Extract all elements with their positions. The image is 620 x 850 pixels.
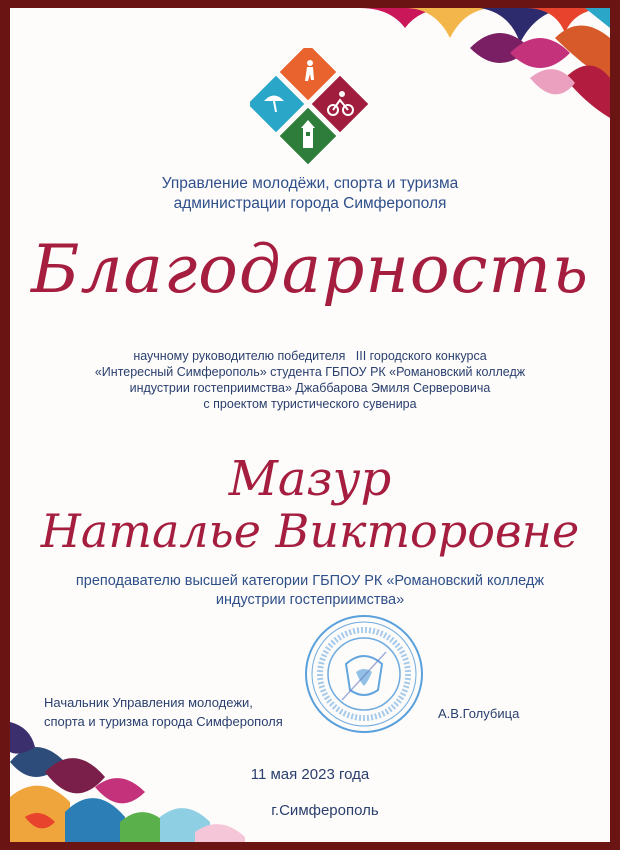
issuing-organization (10, 174, 610, 214)
position-line-2: индустрии гостеприимства» (215, 592, 405, 608)
signatory-title-line-2: спорта и туризма города Симферополя (44, 714, 283, 729)
signatory-title (44, 693, 283, 731)
tourism-logo (250, 48, 370, 166)
organization-line-1: Управление молодёжи, спорта и туризма (161, 175, 459, 192)
award-line-4: с проектом туристического сувенира (203, 397, 417, 411)
ornament-shapes (360, 8, 610, 118)
award-line-2: «Интересный Симферополь» студента ГБПОУ РК «Романовский колледж (94, 365, 526, 379)
organization-line-2: администрации города Симферополя (173, 195, 447, 212)
award-line-3: индустрии гостеприимства» Джаббарова Эмиля Серверовича (129, 381, 491, 395)
recipient-position (10, 572, 610, 610)
award-line-1: научному руководителю победителя III городского конкурса (133, 349, 487, 363)
issue-date: 11 мая 2023 года (250, 766, 370, 783)
official-stamp (302, 612, 426, 736)
certificate-title: Благодарность (30, 231, 590, 308)
signatory-name: А.В.Голубица (438, 706, 520, 721)
decorative-pattern-top-right (360, 8, 610, 118)
recipient-names: Наталье Викторовне (40, 504, 580, 558)
certificate-page (10, 8, 610, 842)
award-description (10, 348, 610, 412)
position-line-1: преподавателю высшей категории ГБПОУ РК «Романовский колледж (75, 573, 545, 589)
signatory-title-line-1: Начальник Управления молодежи, (44, 695, 253, 710)
recipient-surname: Мазур (228, 451, 392, 507)
issue-city: г.Симферополь (271, 802, 379, 819)
